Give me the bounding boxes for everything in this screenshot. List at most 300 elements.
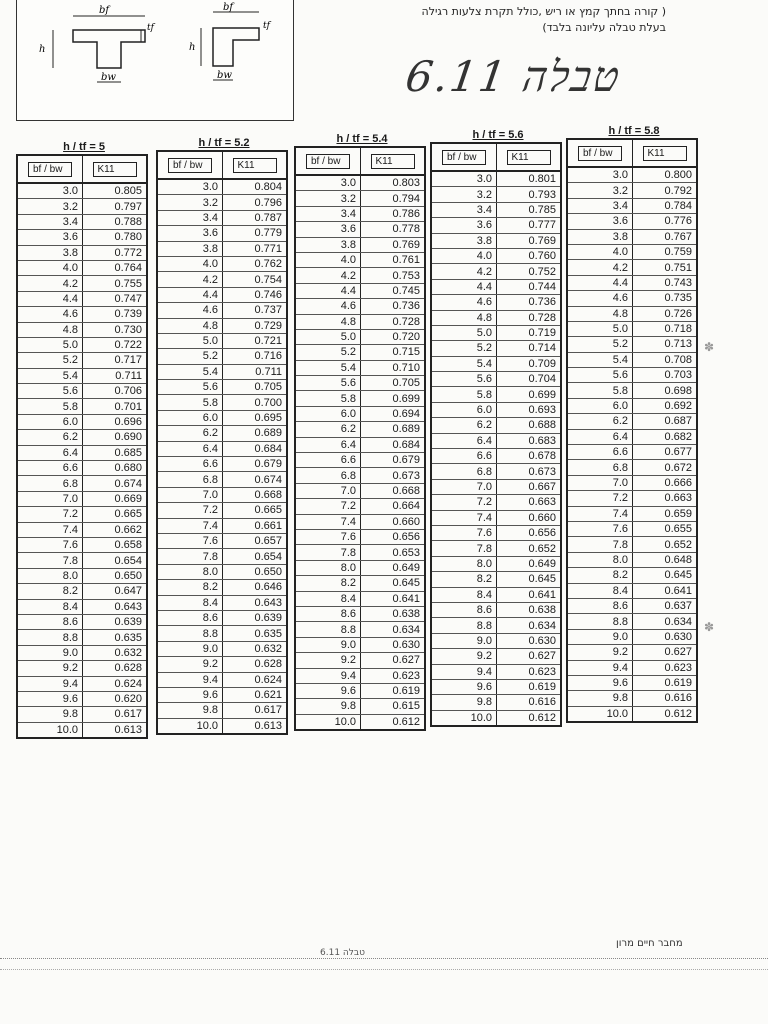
k11-cell: 0.719 [497, 325, 562, 340]
ratio-cell: 5.8 [431, 387, 497, 402]
table-row [567, 629, 697, 644]
table-row [17, 230, 147, 245]
ratio-cell: 3.6 [567, 214, 633, 229]
ratio-cell: 6.2 [17, 430, 83, 445]
k11-cell: 0.739 [83, 307, 148, 322]
table-row [567, 598, 697, 613]
ratio-cell: 3.2 [157, 195, 223, 210]
ratio-cell: 5.0 [17, 337, 83, 352]
k11-cell: 0.700 [223, 395, 288, 410]
ratio-cell: 6.6 [431, 449, 497, 464]
ratio-header [295, 147, 361, 175]
ratio-cell: 4.2 [567, 260, 633, 275]
k11-cell: 0.653 [361, 545, 426, 560]
table-row [567, 614, 697, 629]
ratio-cell: 8.8 [17, 630, 83, 645]
table-row [567, 414, 697, 429]
table-caption: h / tf = 5.6 [472, 129, 524, 141]
k11-grid [16, 154, 148, 739]
ratio-cell: 8.2 [567, 568, 633, 583]
k11-cell: 0.612 [497, 710, 562, 726]
table-row [17, 661, 147, 676]
table-row [295, 637, 425, 652]
k11-cell: 0.646 [223, 580, 288, 595]
ratio-cell: 8.8 [157, 626, 223, 641]
table-row [567, 229, 697, 244]
table-row [157, 641, 287, 656]
k11-cell: 0.701 [83, 399, 148, 414]
k11-cell: 0.753 [361, 268, 426, 283]
table-row [157, 672, 287, 687]
table-row [431, 387, 561, 402]
ratio-cell: 3.8 [431, 233, 497, 248]
scan-smudge-icon: ✽ [704, 620, 715, 634]
table-row [431, 295, 561, 310]
ratio-cell: 9.6 [567, 675, 633, 690]
ratio-cell: 8.6 [431, 602, 497, 617]
table-row [567, 368, 697, 383]
table-row [157, 210, 287, 225]
k11-cell: 0.660 [361, 514, 426, 529]
ratio-cell: 6.2 [431, 418, 497, 433]
ratio-cell: 7.0 [431, 479, 497, 494]
header-note [370, 4, 666, 36]
table-row [157, 595, 287, 610]
ratio-cell: 5.0 [431, 325, 497, 340]
ratio-cell: 3.0 [295, 175, 361, 191]
k11-cell: 0.801 [497, 171, 562, 187]
k11-header-label: K11 [507, 150, 551, 165]
table-row [431, 633, 561, 648]
table-row [295, 406, 425, 421]
k11-cell: 0.679 [223, 457, 288, 472]
table-row [157, 657, 287, 672]
ratio-cell: 6.4 [17, 445, 83, 460]
k11-cell: 0.615 [361, 699, 426, 714]
table-row [157, 333, 287, 348]
k11-cell: 0.714 [497, 341, 562, 356]
k11-cell: 0.744 [497, 279, 562, 294]
ratio-cell: 5.2 [157, 349, 223, 364]
table-row [157, 518, 287, 533]
table-row [157, 457, 287, 472]
ratio-cell: 5.8 [157, 395, 223, 410]
table-row [567, 475, 697, 490]
k11-cell: 0.736 [361, 299, 426, 314]
k11-cell: 0.663 [633, 491, 698, 506]
ratio-cell: 9.2 [17, 661, 83, 676]
footer-author: מחבר חיים מרון [616, 938, 683, 949]
table-row [295, 699, 425, 714]
k11-cell: 0.769 [361, 237, 426, 252]
k11-cell: 0.637 [633, 598, 698, 613]
ratio-cell: 8.0 [17, 568, 83, 583]
k11-cell: 0.746 [223, 287, 288, 302]
ratio-cell: 9.6 [17, 691, 83, 706]
k11-cell: 0.684 [223, 441, 288, 456]
k11-cell: 0.767 [633, 229, 698, 244]
k11-grid [156, 150, 288, 735]
ratio-cell: 8.8 [431, 618, 497, 633]
table-row [157, 410, 287, 425]
table-row [157, 487, 287, 502]
table-row [431, 710, 561, 726]
k11-cell: 0.769 [497, 233, 562, 248]
k11-cell: 0.666 [633, 475, 698, 490]
ratio-cell: 3.6 [295, 222, 361, 237]
k11-cell: 0.793 [497, 187, 562, 202]
table-row [17, 291, 147, 306]
ratio-cell: 9.2 [295, 653, 361, 668]
table-row [567, 167, 697, 183]
k11-cell: 0.659 [633, 506, 698, 521]
ratio-cell: 6.6 [295, 453, 361, 468]
k11-cell: 0.672 [633, 460, 698, 475]
k11-cell: 0.643 [223, 595, 288, 610]
ratio-cell: 4.8 [157, 318, 223, 333]
ratio-cell: 7.0 [157, 487, 223, 502]
ratio-cell: 9.4 [157, 672, 223, 687]
ratio-cell: 4.6 [431, 295, 497, 310]
ratio-cell: 5.8 [567, 383, 633, 398]
table-row [157, 318, 287, 333]
ratio-header-label: bf / bw [28, 162, 72, 177]
table-row [17, 584, 147, 599]
table-row [295, 683, 425, 698]
ratio-cell: 7.4 [431, 510, 497, 525]
ratio-cell: 9.6 [431, 679, 497, 694]
k11-cell: 0.728 [361, 314, 426, 329]
k11-cell: 0.639 [83, 614, 148, 629]
k11-cell: 0.635 [83, 630, 148, 645]
k11-cell: 0.772 [83, 245, 148, 260]
ratio-cell: 8.6 [157, 610, 223, 625]
table-row [295, 576, 425, 591]
k11-cell: 0.624 [83, 676, 148, 691]
ratio-cell: 5.4 [567, 352, 633, 367]
table-row [157, 580, 287, 595]
k11-cell: 0.645 [633, 568, 698, 583]
table-row [17, 353, 147, 368]
k11-cell: 0.776 [633, 214, 698, 229]
k11-cell: 0.616 [633, 691, 698, 706]
ratio-cell: 8.0 [157, 564, 223, 579]
table-row [157, 549, 287, 564]
k11-cell: 0.690 [83, 430, 148, 445]
k11-cell: 0.661 [223, 518, 288, 533]
table-row [431, 433, 561, 448]
table-row [157, 718, 287, 734]
ratio-cell: 4.8 [17, 322, 83, 337]
ratio-cell: 9.6 [157, 687, 223, 702]
k11-cell: 0.677 [633, 445, 698, 460]
k11-cell: 0.665 [83, 507, 148, 522]
table-caption: h / tf = 5 [63, 141, 105, 153]
ratio-cell: 4.6 [17, 307, 83, 322]
ratio-cell: 8.4 [157, 595, 223, 610]
k11-header-label: K11 [643, 146, 687, 161]
ratio-cell: 3.8 [17, 245, 83, 260]
table-row [295, 560, 425, 575]
table-row [567, 460, 697, 475]
table-row [431, 171, 561, 187]
k11-cell: 0.623 [633, 660, 698, 675]
k11-cell: 0.805 [83, 183, 148, 199]
ratio-cell: 4.8 [431, 310, 497, 325]
header-note-line2: בעלת טבלה עליונה בלבד) [542, 21, 666, 34]
ratio-cell: 9.8 [157, 703, 223, 718]
table-row [567, 214, 697, 229]
ratio-cell: 4.2 [295, 268, 361, 283]
label-tf-t: tf [147, 23, 154, 33]
ratio-cell: 5.8 [295, 391, 361, 406]
k11-cell: 0.628 [223, 657, 288, 672]
table-row [567, 306, 697, 321]
ratio-cell: 4.6 [157, 303, 223, 318]
k11-cell: 0.736 [497, 295, 562, 310]
table-row [17, 522, 147, 537]
table-row [17, 183, 147, 199]
ratio-cell: 8.0 [295, 560, 361, 575]
k11-cell: 0.612 [361, 714, 426, 730]
k11-cell: 0.619 [361, 683, 426, 698]
ratio-cell: 6.4 [567, 429, 633, 444]
ratio-cell: 7.4 [17, 522, 83, 537]
ratio-cell: 4.4 [295, 283, 361, 298]
ratio-cell: 7.2 [295, 499, 361, 514]
table-row [157, 303, 287, 318]
ratio-cell: 7.4 [295, 514, 361, 529]
table-row [431, 341, 561, 356]
k11-cell: 0.664 [361, 499, 426, 514]
k11-cell: 0.699 [361, 391, 426, 406]
ratio-cell: 4.0 [431, 248, 497, 263]
table-row [567, 583, 697, 598]
k11-cell: 0.747 [83, 291, 148, 306]
table-row [567, 321, 697, 336]
k11-cell: 0.617 [83, 707, 148, 722]
table-row [295, 606, 425, 621]
k11-cell: 0.694 [361, 406, 426, 421]
k11-cell: 0.663 [497, 495, 562, 510]
k11-cell: 0.627 [497, 649, 562, 664]
table-row [431, 695, 561, 710]
k11-cell: 0.623 [497, 664, 562, 679]
k11-cell: 0.632 [223, 641, 288, 656]
k11-cell: 0.662 [83, 522, 148, 537]
ratio-cell: 7.8 [431, 541, 497, 556]
table-row [17, 599, 147, 614]
k11-cell: 0.720 [361, 329, 426, 344]
k11-cell: 0.706 [83, 384, 148, 399]
k11-cell: 0.639 [223, 610, 288, 625]
table-row [295, 206, 425, 221]
k11-cell: 0.632 [83, 645, 148, 660]
ratio-cell: 3.4 [567, 198, 633, 213]
k11-cell: 0.698 [633, 383, 698, 398]
table-row [157, 380, 287, 395]
label-h-l: h [189, 42, 196, 53]
table-row [567, 183, 697, 198]
k11-cell: 0.654 [223, 549, 288, 564]
label-bw-l: bw [217, 70, 232, 81]
ratio-cell: 8.4 [567, 583, 633, 598]
ratio-cell: 7.0 [567, 475, 633, 490]
ratio-cell: 4.0 [295, 252, 361, 267]
k11-grid [294, 146, 426, 731]
k11-table-3 [294, 132, 430, 731]
k11-cell: 0.735 [633, 291, 698, 306]
k11-cell: 0.634 [497, 618, 562, 633]
k11-cell: 0.721 [223, 333, 288, 348]
k11-cell: 0.689 [361, 422, 426, 437]
ratio-cell: 3.8 [567, 229, 633, 244]
table-row [295, 668, 425, 683]
k11-cell: 0.737 [223, 303, 288, 318]
table-row [17, 630, 147, 645]
table-row [431, 248, 561, 263]
k11-cell: 0.696 [83, 414, 148, 429]
table-row [431, 541, 561, 556]
table-row [295, 714, 425, 730]
table-row [567, 506, 697, 521]
table-row [295, 422, 425, 437]
table-caption: h / tf = 5.2 [198, 137, 250, 149]
ratio-cell: 8.6 [567, 598, 633, 613]
table-row [17, 430, 147, 445]
k11-cell: 0.673 [361, 468, 426, 483]
table-row [431, 449, 561, 464]
table-row [157, 472, 287, 487]
ratio-cell: 3.4 [431, 202, 497, 217]
ratio-cell: 3.4 [157, 210, 223, 225]
k11-cell: 0.764 [83, 260, 148, 275]
table-row [431, 356, 561, 371]
ratio-cell: 6.8 [17, 476, 83, 491]
table-row [567, 244, 697, 259]
table-row [295, 268, 425, 283]
k11-cell: 0.650 [83, 568, 148, 583]
table-row [157, 272, 287, 287]
table-row [295, 283, 425, 298]
k11-header-label: K11 [371, 154, 415, 169]
ratio-cell: 3.4 [295, 206, 361, 221]
k11-cell: 0.705 [223, 380, 288, 395]
table-row [431, 587, 561, 602]
table-row [431, 418, 561, 433]
ratio-cell: 3.2 [431, 187, 497, 202]
ratio-cell: 6.8 [567, 460, 633, 475]
k11-cell: 0.705 [361, 376, 426, 391]
ratio-cell: 5.8 [17, 399, 83, 414]
k11-cell: 0.716 [223, 349, 288, 364]
ratio-cell: 7.8 [157, 549, 223, 564]
table-row [157, 626, 287, 641]
ratio-cell: 4.2 [17, 276, 83, 291]
k11-header [83, 155, 148, 183]
table-row [157, 226, 287, 241]
k11-table-1 [16, 140, 152, 739]
k11-cell: 0.649 [361, 560, 426, 575]
ratio-cell: 3.8 [157, 241, 223, 256]
table-row [157, 349, 287, 364]
k11-cell: 0.652 [633, 537, 698, 552]
ratio-cell: 6.6 [157, 457, 223, 472]
k11-cell: 0.634 [361, 622, 426, 637]
table-row [17, 445, 147, 460]
table-row [157, 364, 287, 379]
k11-cell: 0.722 [83, 337, 148, 352]
ratio-cell: 4.8 [567, 306, 633, 321]
table-row [295, 453, 425, 468]
ratio-cell: 9.2 [567, 645, 633, 660]
ratio-cell: 8.8 [295, 622, 361, 637]
ratio-cell: 3.0 [431, 171, 497, 187]
table-row [17, 676, 147, 691]
ratio-header-label: bf / bw [578, 146, 622, 161]
table-row [567, 521, 697, 536]
label-bw-t: bw [101, 72, 116, 83]
k11-cell: 0.619 [633, 675, 698, 690]
ratio-cell: 7.0 [295, 483, 361, 498]
ratio-cell: 5.2 [295, 345, 361, 360]
ratio-cell: 8.2 [431, 572, 497, 587]
table-row [567, 275, 697, 290]
header-note-line1: ( קורה בחתך קמץ או ריש ,כולל תקרת צלעות רגילה [421, 5, 666, 18]
ratio-cell: 7.4 [567, 506, 633, 521]
ratio-header [431, 143, 497, 171]
ratio-cell: 4.0 [17, 260, 83, 275]
table-row [157, 241, 287, 256]
ratio-cell: 3.6 [157, 226, 223, 241]
ratio-header [567, 139, 633, 167]
table-row [567, 445, 697, 460]
ratio-cell: 7.6 [17, 537, 83, 552]
k11-cell: 0.656 [361, 529, 426, 544]
ratio-cell: 5.4 [157, 364, 223, 379]
table-row [295, 329, 425, 344]
table-row [567, 398, 697, 413]
ratio-cell: 9.0 [567, 629, 633, 644]
ratio-cell: 3.2 [17, 199, 83, 214]
ratio-cell: 4.8 [295, 314, 361, 329]
ratio-cell: 10.0 [431, 710, 497, 726]
table-row [295, 191, 425, 206]
table-row [567, 352, 697, 367]
k11-cell: 0.649 [497, 556, 562, 571]
k11-cell: 0.630 [361, 637, 426, 652]
k11-cell: 0.668 [361, 483, 426, 498]
k11-cell: 0.709 [497, 356, 562, 371]
ratio-cell: 9.4 [17, 676, 83, 691]
k11-cell: 0.688 [497, 418, 562, 433]
table-row [567, 429, 697, 444]
ratio-cell: 7.8 [295, 545, 361, 560]
k11-cell: 0.779 [223, 226, 288, 241]
ratio-cell: 5.6 [17, 384, 83, 399]
ratio-cell: 8.2 [157, 580, 223, 595]
table-row [431, 572, 561, 587]
table-row [17, 614, 147, 629]
k11-cell: 0.658 [83, 537, 148, 552]
table-row [431, 464, 561, 479]
ratio-cell: 7.4 [157, 518, 223, 533]
k11-cell: 0.627 [633, 645, 698, 660]
k11-cell: 0.668 [223, 487, 288, 502]
ratio-cell: 7.6 [567, 521, 633, 536]
k11-header [223, 151, 288, 179]
ratio-header-label: bf / bw [168, 158, 212, 173]
